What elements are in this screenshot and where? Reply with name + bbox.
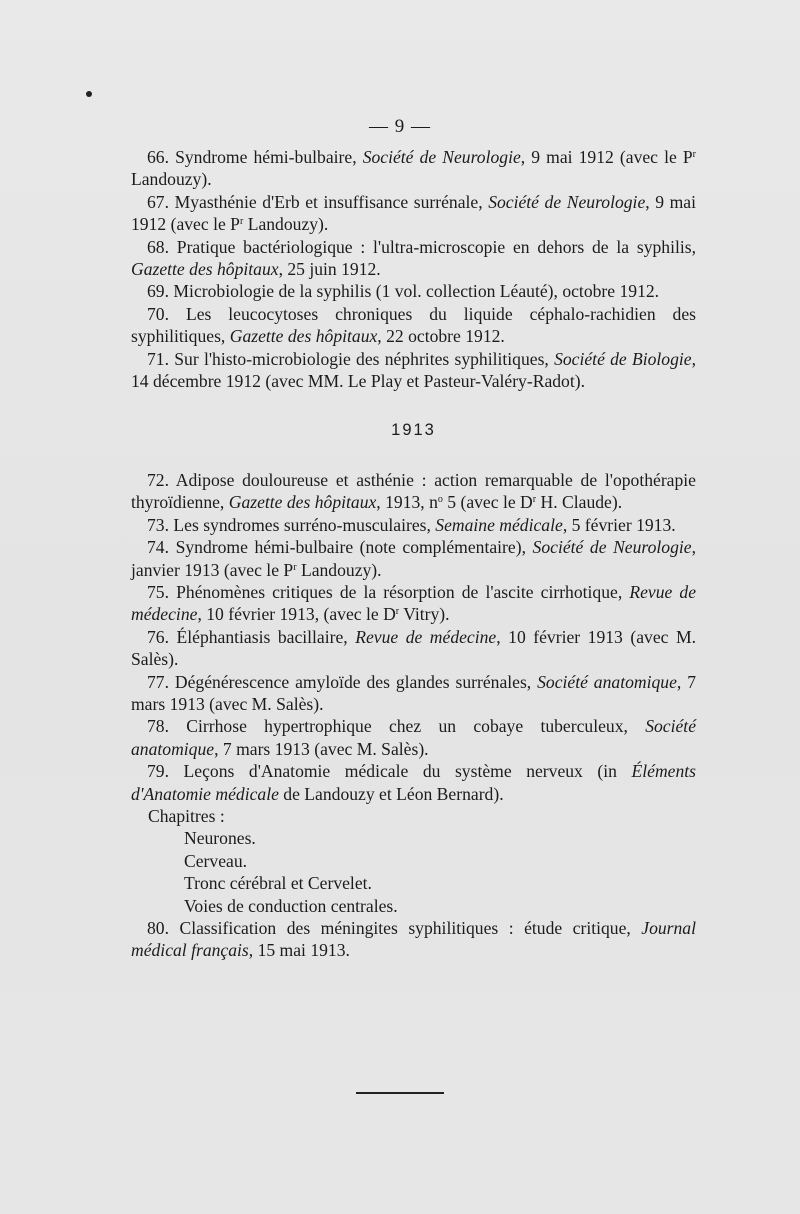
bibliography-entry (131, 191, 696, 236)
bibliography-entry (131, 760, 696, 805)
entry-text: Landouzy). (131, 169, 212, 190)
entry-text: Éléphantiasis bacillaire, (176, 626, 356, 647)
entry-number: 72. (147, 469, 169, 490)
entry-text: , 25 juin 1912. (278, 259, 381, 280)
entry-journal: Société de Neurologie (532, 537, 692, 558)
entry-text: Syndrome hémi-bulbaire, (175, 147, 363, 167)
bibliography-entry (131, 280, 696, 302)
entry-journal: Revue de médecine (355, 626, 497, 647)
entry-superscript: r (239, 216, 244, 228)
bibliography-entry (131, 348, 696, 393)
entry-text: , janvier 1913 (avec le P (131, 537, 696, 580)
entry-text: Syndrome hémi-bulbaire (note complémentaire), (175, 537, 533, 558)
bibliography-entry (131, 236, 696, 281)
entry-text: Leçons d'Anatomie médicale du système nerveux (in (183, 761, 632, 782)
entry-text: , 7 mars 1913 (avec M. Salès). (131, 671, 696, 714)
entry-text: , 9 mai 1912 (avec le P (131, 191, 696, 235)
entry-journal: Gazette des hôpitaux (228, 492, 377, 513)
entry-text: H. Claude). (536, 492, 623, 513)
entry-number: 69. (147, 281, 169, 302)
entry-text: Cirrhose hypertrophique chez un cobaye tuberculeux, (186, 716, 646, 737)
entry-text: Les syndromes surréno-musculaires, (173, 514, 436, 535)
bibliography-entry (131, 146, 696, 191)
entries-1913 (131, 469, 696, 805)
entry-superscript: r (395, 606, 400, 618)
entry-text: , 10 février 1913 (avec M. Salès). (131, 626, 696, 670)
entry-number: 76. (147, 626, 169, 647)
entry-journal: Éléments d'Anatomie médicale (131, 761, 696, 804)
entry-number: 68. (147, 236, 169, 257)
entry-text: Classification des méningites syphilitiques : étude critique, (179, 918, 642, 938)
entry-text: Dégénérescence amyloïde des glandes surrénales, (174, 671, 538, 692)
entry-journal: Société de Biologie (554, 348, 692, 369)
ink-speck (86, 91, 92, 97)
entry-number: 79. (147, 761, 169, 782)
bibliography-entry (131, 671, 696, 716)
entry-number: 71. (147, 348, 169, 369)
entry-number: 74. (147, 537, 169, 558)
entry-text: Adipose douloureuse et asthénie : action remarquable de l'opothérapie thyroïdienne, (131, 469, 696, 513)
entry-number: 70. (147, 303, 169, 324)
chapters-list (131, 827, 696, 917)
page-number: — 9 — (369, 116, 431, 137)
entry-journal: Société anatomique (131, 716, 696, 759)
bibliography-text (131, 146, 696, 962)
entry-number: 75. (147, 581, 169, 602)
entry-text: Vitry). (399, 604, 450, 625)
entry-text: Landouzy). (296, 559, 382, 580)
entry-text: , 1913, n (376, 492, 438, 513)
entry-superscript: r (532, 494, 537, 506)
entry-text: , 14 décembre 1912 (avec MM. Le Play et Pasteur-Valéry-Radot). (131, 348, 697, 392)
chapter-item: Cerveau. (184, 850, 248, 871)
entry-superscript: r (293, 561, 297, 573)
entry-number: 66. (147, 147, 169, 167)
entry-number: 67. (147, 191, 169, 212)
chapter-item: Neurones. (184, 828, 256, 849)
entries-last (131, 917, 696, 962)
entry-text: , 7 mars 1913 (avec M. Salès). (214, 738, 429, 759)
bibliography-entry (131, 514, 696, 536)
entry-text: de Landouzy et Léon Bernard). (278, 783, 504, 804)
entry-journal: Société de Neurologie (488, 191, 646, 212)
bibliography-entry (131, 536, 696, 581)
entry-text: Phénomènes critiques de la résorption de l'ascite cirrhotique, (176, 581, 630, 602)
entry-text: , 15 mai 1913. (248, 940, 350, 961)
entry-journal: Gazette des hôpitaux (131, 259, 279, 280)
bibliography-entry (131, 917, 696, 962)
entry-text: Les leucocytoses chroniques du liquide céphalo-rachidien des syphilitiques, (131, 303, 697, 347)
chapters-label: Chapitres : (148, 805, 225, 826)
entry-number: 80. (147, 918, 169, 938)
chapter-item: Voies de conduction centrales. (184, 895, 398, 916)
entry-superscript: r (692, 149, 696, 160)
entry-text: , 10 février 1913, (avec le D (197, 604, 396, 625)
entries-1912 (131, 146, 696, 392)
entry-text: , 22 octobre 1912. (377, 326, 505, 347)
entry-journal: Revue de médecine (131, 581, 696, 625)
entry-text: 5 (avec le D (442, 492, 533, 513)
entry-journal: Gazette des hôpitaux (229, 326, 378, 347)
entry-journal: Société anatomique (537, 671, 677, 692)
entry-text: , 5 février 1913. (562, 514, 676, 535)
entry-text: Pratique bactériologique : l'ultra-microscopie en dehors de la syphilis, (176, 236, 696, 257)
entry-number: 77. (147, 671, 169, 692)
entry-text: Sur l'histo-microbiologie des néphrites syphilitiques, (174, 348, 555, 369)
bibliography-entry (131, 581, 696, 626)
entry-journal: Semaine médicale (435, 514, 563, 535)
entry-text: Landouzy). (243, 214, 329, 235)
bibliography-entry (131, 303, 696, 348)
entry-text: , 9 mai 1912 (avec le P (520, 147, 693, 167)
entry-number: 78. (147, 716, 169, 737)
entry-number: 73. (147, 514, 169, 535)
entry-text: Microbiologie de la syphilis (1 vol. collection Léauté), octobre 1912. (173, 281, 660, 302)
bibliography-entry (131, 626, 696, 671)
year-heading: 1913 (391, 421, 436, 440)
entry-journal: Journal médical français (131, 918, 696, 961)
entry-text: Myasthénie d'Erb et insuffisance surrénale, (174, 191, 489, 212)
bibliography-entry (131, 469, 696, 514)
chapter-item: Tronc cérébral et Cervelet. (184, 873, 372, 894)
closing-rule (356, 1092, 444, 1094)
entry-superscript: o (437, 494, 443, 506)
bibliography-entry (131, 715, 696, 760)
entry-journal: Société de Neurologie (362, 147, 521, 167)
